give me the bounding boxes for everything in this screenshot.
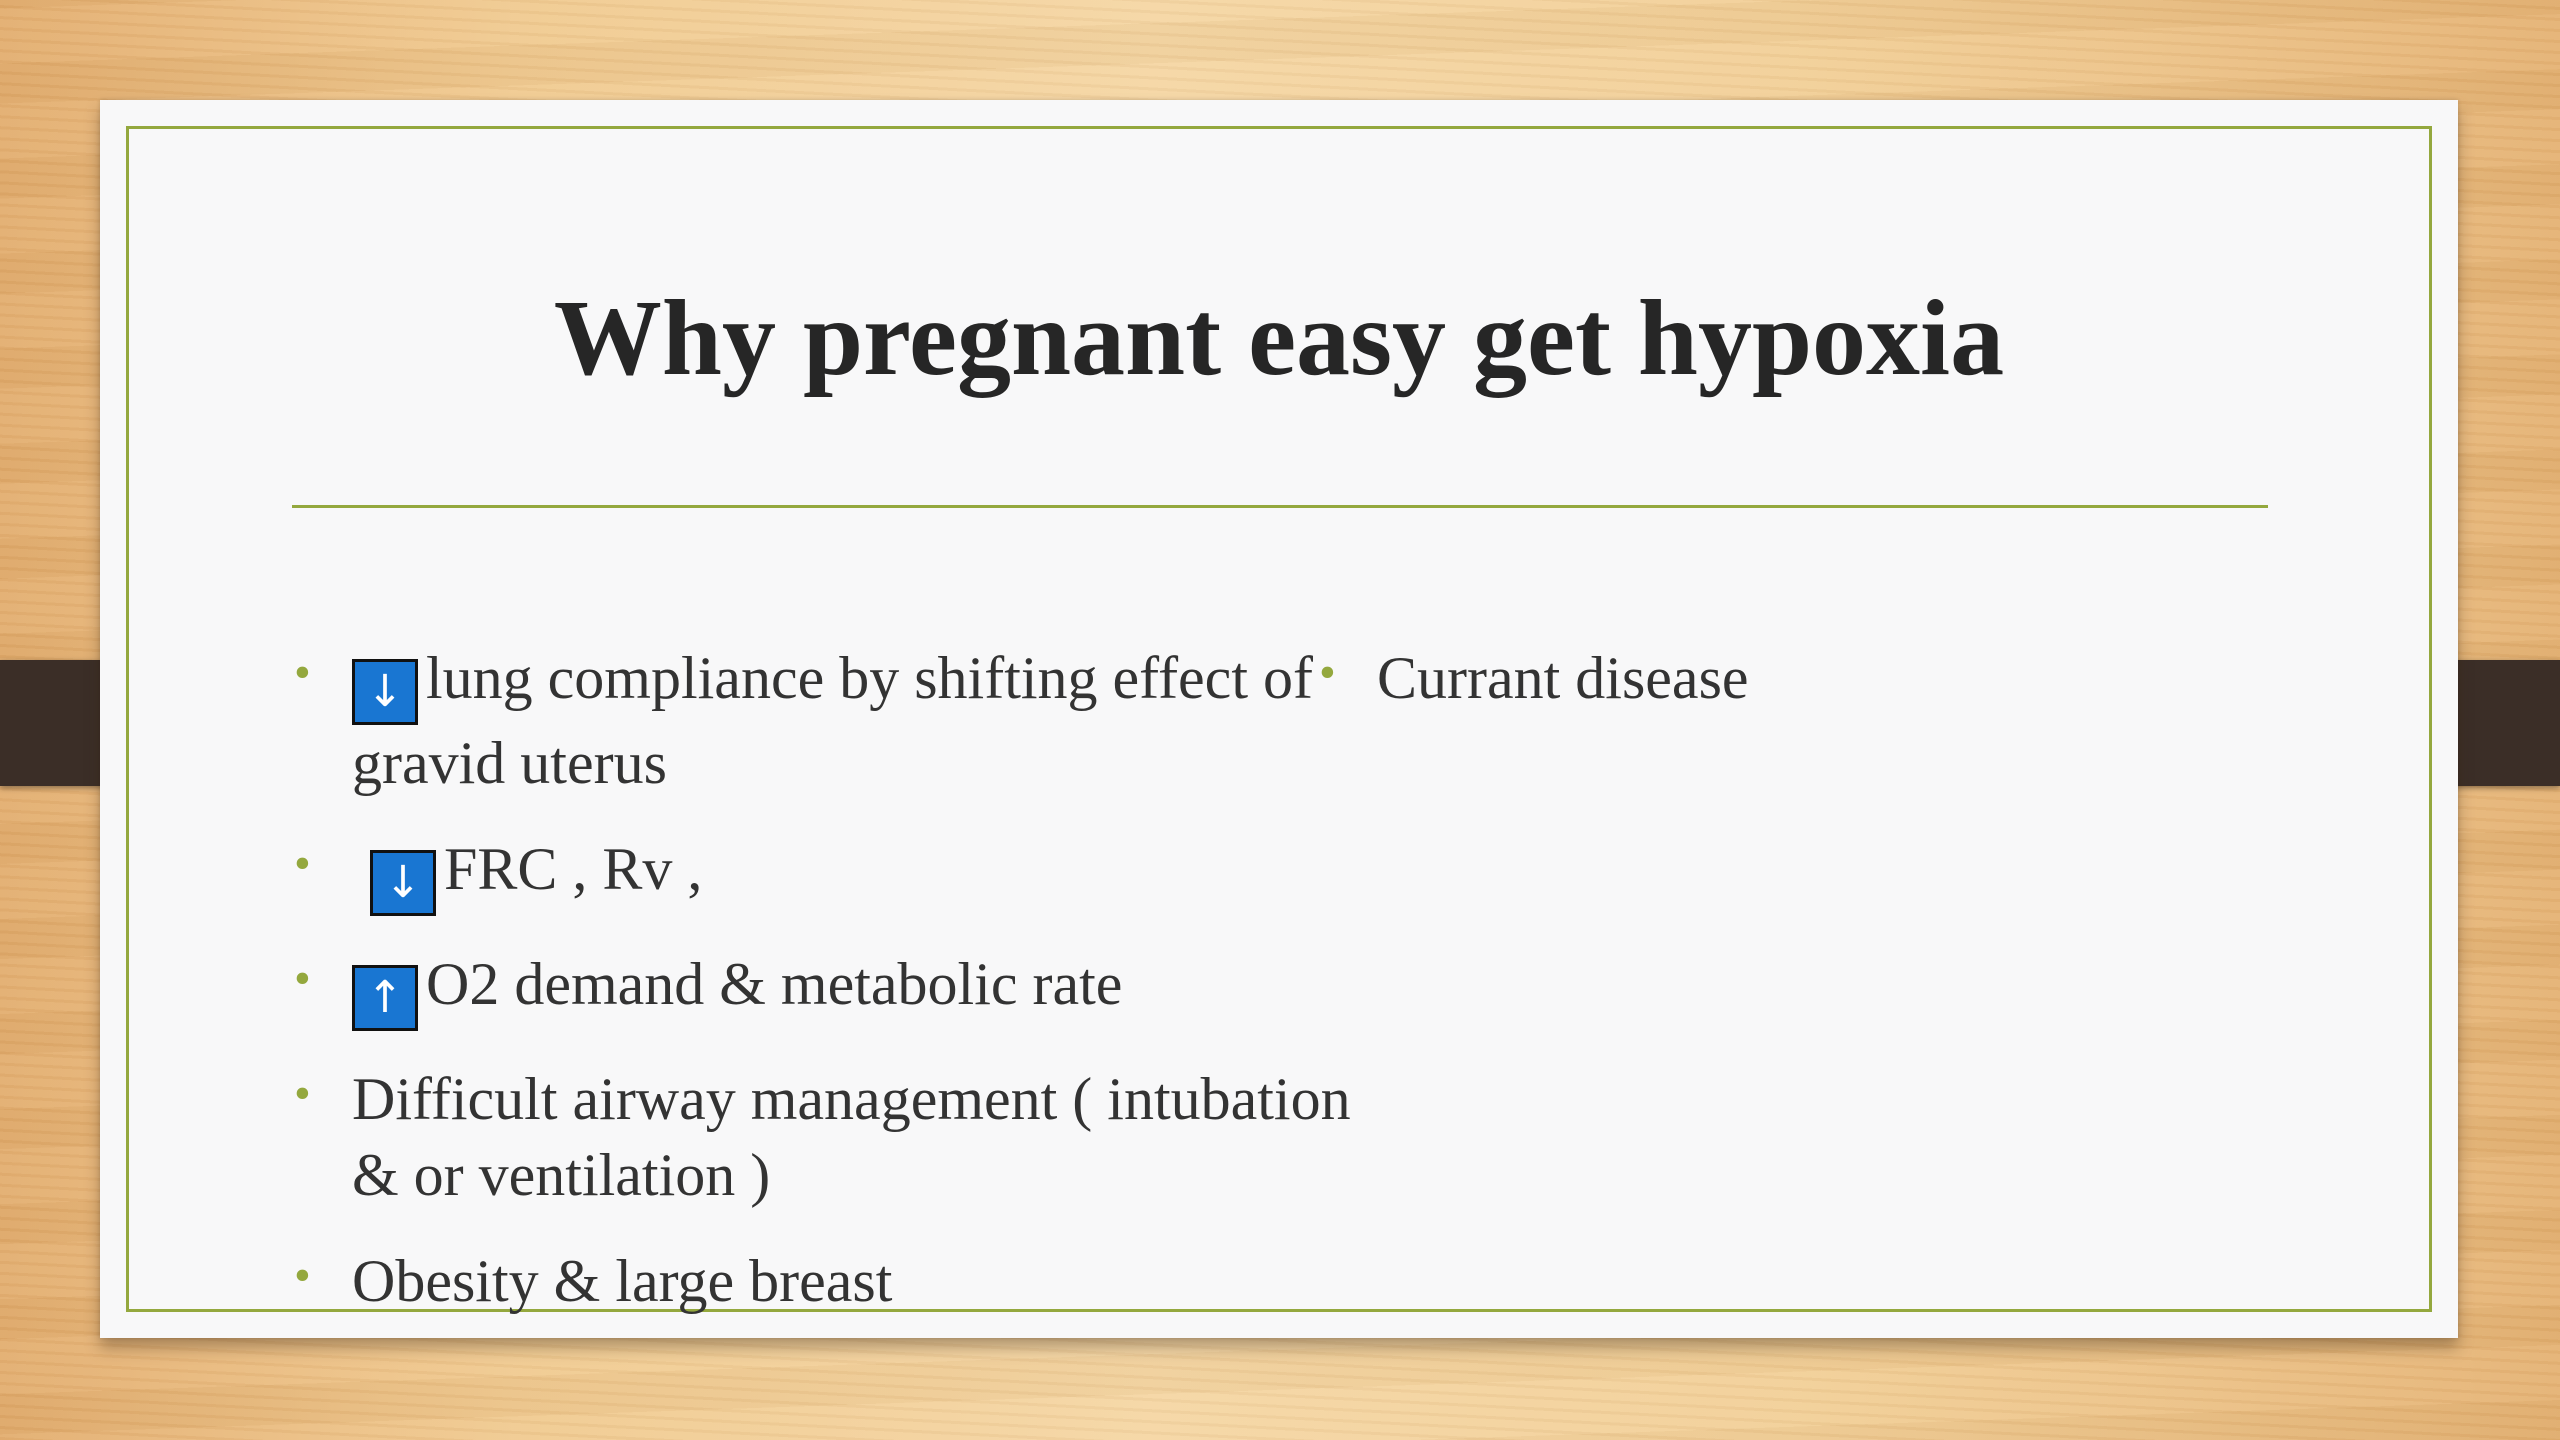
bullet-text: Difficult airway management ( intubation & or ventilation ) — [352, 1066, 1351, 1208]
bullet-dot-icon: • — [294, 837, 311, 890]
bullet-item-currant-disease — [1319, 640, 2277, 716]
down-arrow-icon: ↓ — [352, 659, 418, 725]
up-arrow-icon: ↑ — [352, 965, 418, 1031]
right-bullet-list — [1319, 640, 2277, 746]
left-bullet-list — [294, 640, 1352, 1349]
bullet-item-difficult-airway — [294, 1061, 1352, 1213]
slide-title: Why pregnant easy get hypoxia — [553, 279, 2005, 398]
bullet-dot-icon: • — [294, 952, 311, 1005]
bullet-dot-icon: • — [294, 1067, 311, 1120]
bullet-text: lung compliance by shifting effect of gravid uterus — [352, 645, 1313, 796]
bullet-item-lung-compliance — [294, 640, 1352, 801]
bullet-text: Obesity & large breast — [352, 1248, 893, 1314]
bullet-text: Currant disease — [1377, 645, 1749, 711]
slide — [100, 100, 2458, 1338]
bullet-text: O2 demand & metabolic rate — [426, 951, 1123, 1017]
bullet-dot-icon: • — [294, 646, 311, 699]
title-divider — [292, 505, 2268, 508]
bullet-dot-icon: • — [294, 1249, 311, 1302]
bullet-dot-icon: • — [1319, 646, 1336, 699]
down-arrow-icon: ↓ — [370, 850, 436, 916]
bullet-text: FRC , Rv , — [444, 836, 703, 902]
bullet-item-o2-demand — [294, 946, 1352, 1031]
bullet-item-frc — [294, 831, 1352, 916]
bullet-item-obesity — [294, 1243, 1352, 1319]
